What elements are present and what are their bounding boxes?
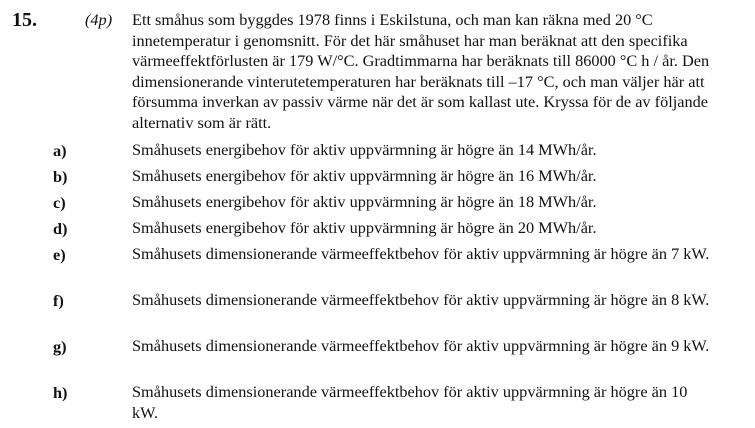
option-letter: b) bbox=[53, 167, 68, 186]
option-f[interactable] bbox=[0, 290, 755, 331]
option-b[interactable] bbox=[0, 166, 755, 188]
option-text: Småhusets energibehov för aktiv uppvärmning är högre än 18 MWh/år. bbox=[132, 192, 597, 211]
question-number: 15. bbox=[12, 9, 37, 31]
question-points: (4p) bbox=[85, 10, 113, 29]
question-text: Ett småhus som byggdes 1978 finns i Eskilstuna, och man kan räkna med 20 °C innetemperatur i genomsnitt. För det här småhuset har man beräknat att den specifika värmeeffektförlusten är 179 W/°C. Gradtimmarna har beräknats till 86000 °C h / år. Den dimensionerande vinterutetemperaturen har beräknats till –17 °C, och man väljer här att försumma inverkan av passiv värme när det är som kallast ute. Kryssa för de av följande alternativ som är rätt. bbox=[132, 10, 710, 132]
option-letter: g) bbox=[53, 337, 67, 356]
option-text: Småhusets energibehov för aktiv uppvärmning är högre än 14 MWh/år. bbox=[132, 140, 597, 159]
option-text: Småhusets dimensionerande värmeeffektbehov för aktiv uppvärmning är högre än 7 kW. bbox=[132, 244, 710, 263]
option-c[interactable] bbox=[0, 192, 755, 214]
option-letter: f) bbox=[53, 291, 64, 310]
option-letter: c) bbox=[53, 193, 66, 212]
option-letter: h) bbox=[53, 383, 68, 402]
option-text: Småhusets dimensionerande värmeeffektbehov för aktiv uppvärmning är högre än 10 kW. bbox=[132, 382, 688, 422]
option-text: Småhusets energibehov för aktiv uppvärmning är högre än 20 MWh/år. bbox=[132, 218, 597, 237]
option-letter: e) bbox=[53, 245, 66, 264]
option-h[interactable] bbox=[0, 382, 755, 423]
option-e[interactable] bbox=[0, 244, 755, 285]
option-text: Småhusets dimensionerande värmeeffektbehov för aktiv uppvärmning är högre än 8 kW. bbox=[132, 290, 710, 309]
options-list bbox=[0, 140, 755, 428]
option-d[interactable] bbox=[0, 218, 755, 240]
option-text: Småhusets dimensionerande värmeeffektbehov för aktiv uppvärmning är högre än 9 kW. bbox=[132, 336, 710, 355]
option-letter: a) bbox=[53, 141, 67, 160]
option-letter: d) bbox=[53, 219, 68, 238]
option-g[interactable] bbox=[0, 336, 755, 377]
option-a[interactable] bbox=[0, 140, 755, 162]
option-text: Småhusets energibehov för aktiv uppvärmning är högre än 16 MWh/år. bbox=[132, 166, 597, 185]
